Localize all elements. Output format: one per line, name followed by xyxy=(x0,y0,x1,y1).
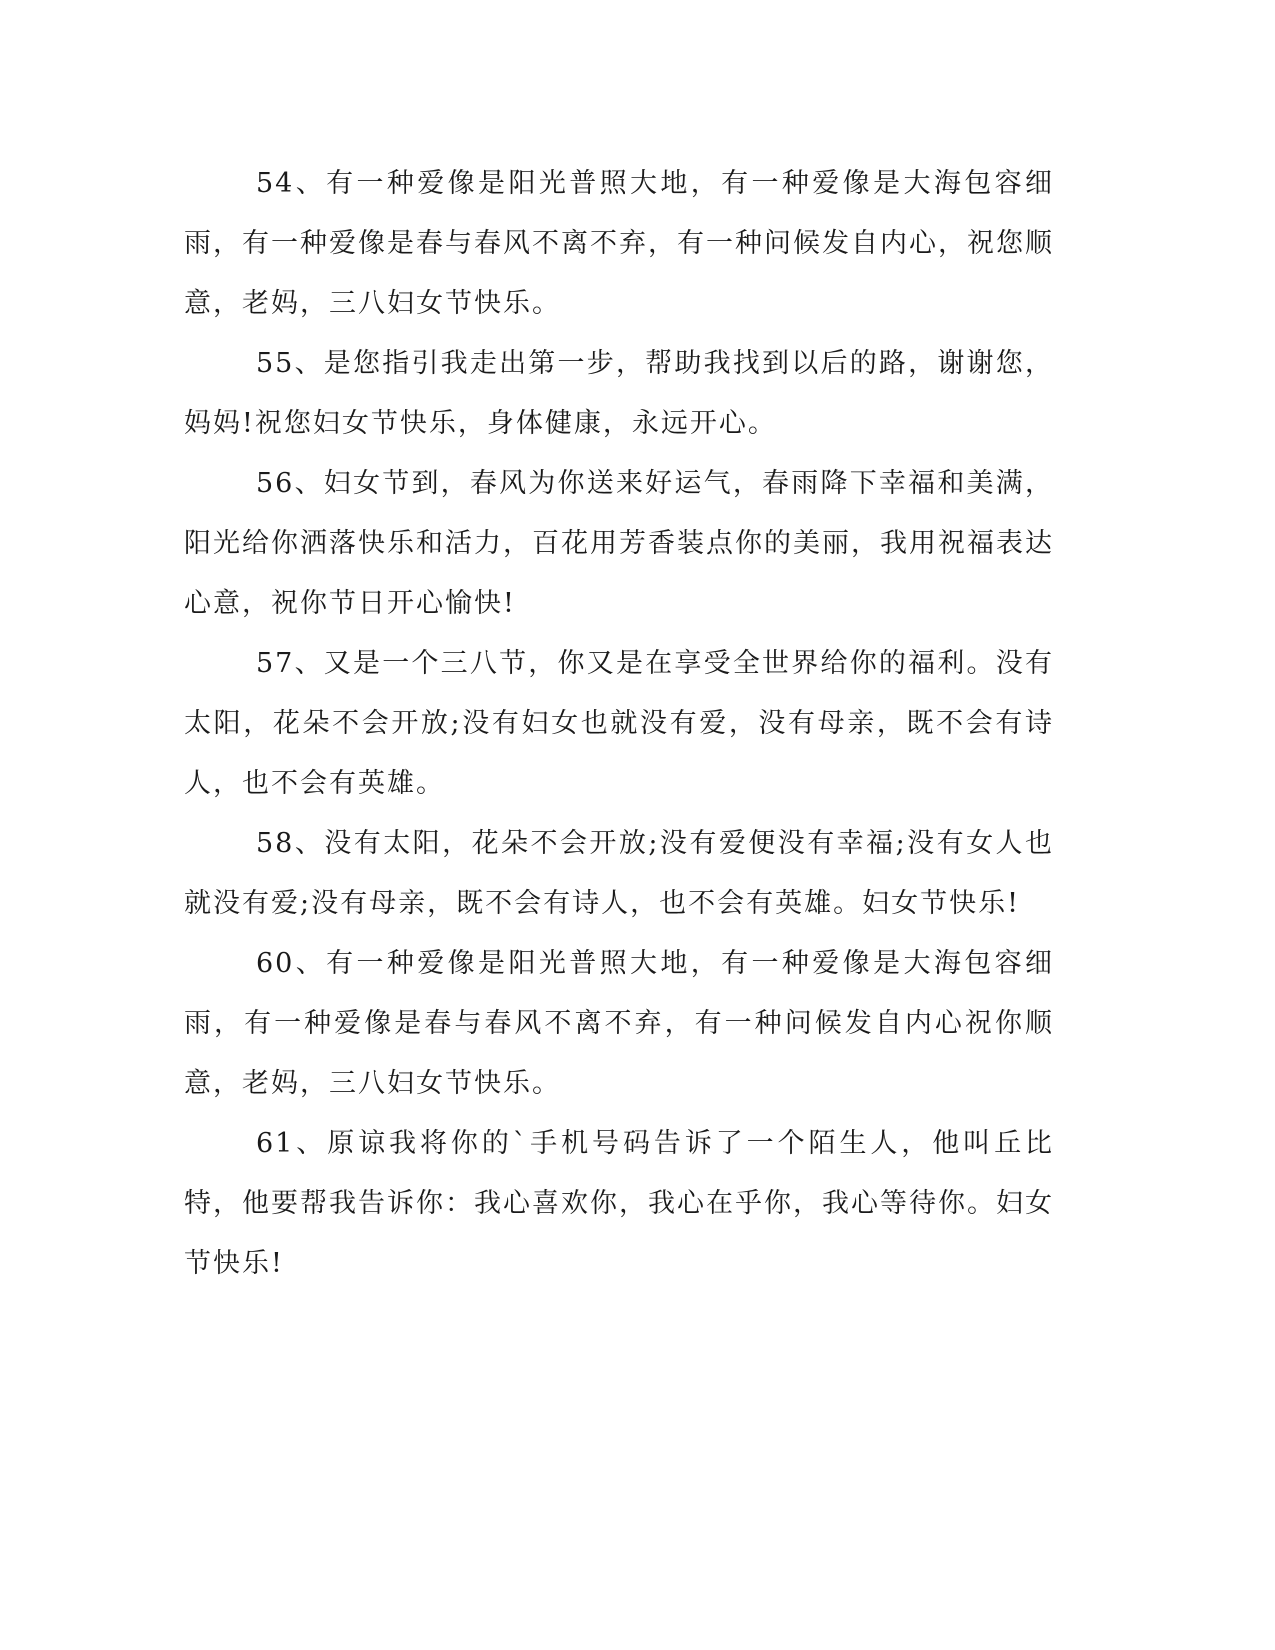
document-body xyxy=(184,154,1054,1294)
paragraph-60: 60、有一种爱像是阳光普照大地，有一种爱像是大海包容细雨，有一种爱像是春与春风不离不弃，有一种问候发自内心祝你顺意，老妈，三八妇女节快乐。 xyxy=(184,948,1054,1099)
paragraph-54: 54、有一种爱像是阳光普照大地，有一种爱像是大海包容细雨，有一种爱像是春与春风不离不弃，有一种问候发自内心，祝您顺意，老妈，三八妇女节快乐。 xyxy=(184,168,1054,319)
paragraph-56: 56、妇女节到，春风为你送来好运气，春雨降下幸福和美满，阳光给你洒落快乐和活力，百花用芳香装点你的美丽，我用祝福表达心意，祝你节日开心愉快! xyxy=(184,468,1054,619)
paragraph-58: 58、没有太阳，花朵不会开放;没有爱便没有幸福;没有女人也就没有爱;没有母亲，既不会有诗人，也不会有英雄。妇女节快乐! xyxy=(184,828,1054,919)
paragraph-61: 61、原谅我将你的`手机号码告诉了一个陌生人，他叫丘比特，他要帮我告诉你：我心喜欢你，我心在乎你，我心等待你。妇女节快乐! xyxy=(184,1128,1054,1279)
paragraph-57: 57、又是一个三八节，你又是在享受全世界给你的福利。没有太阳，花朵不会开放;没有妇女也就没有爱，没有母亲，既不会有诗人，也不会有英雄。 xyxy=(184,648,1054,799)
paragraph-55: 55、是您指引我走出第一步，帮助我找到以后的路，谢谢您，妈妈!祝您妇女节快乐，身体健康，永远开心。 xyxy=(184,348,1054,439)
